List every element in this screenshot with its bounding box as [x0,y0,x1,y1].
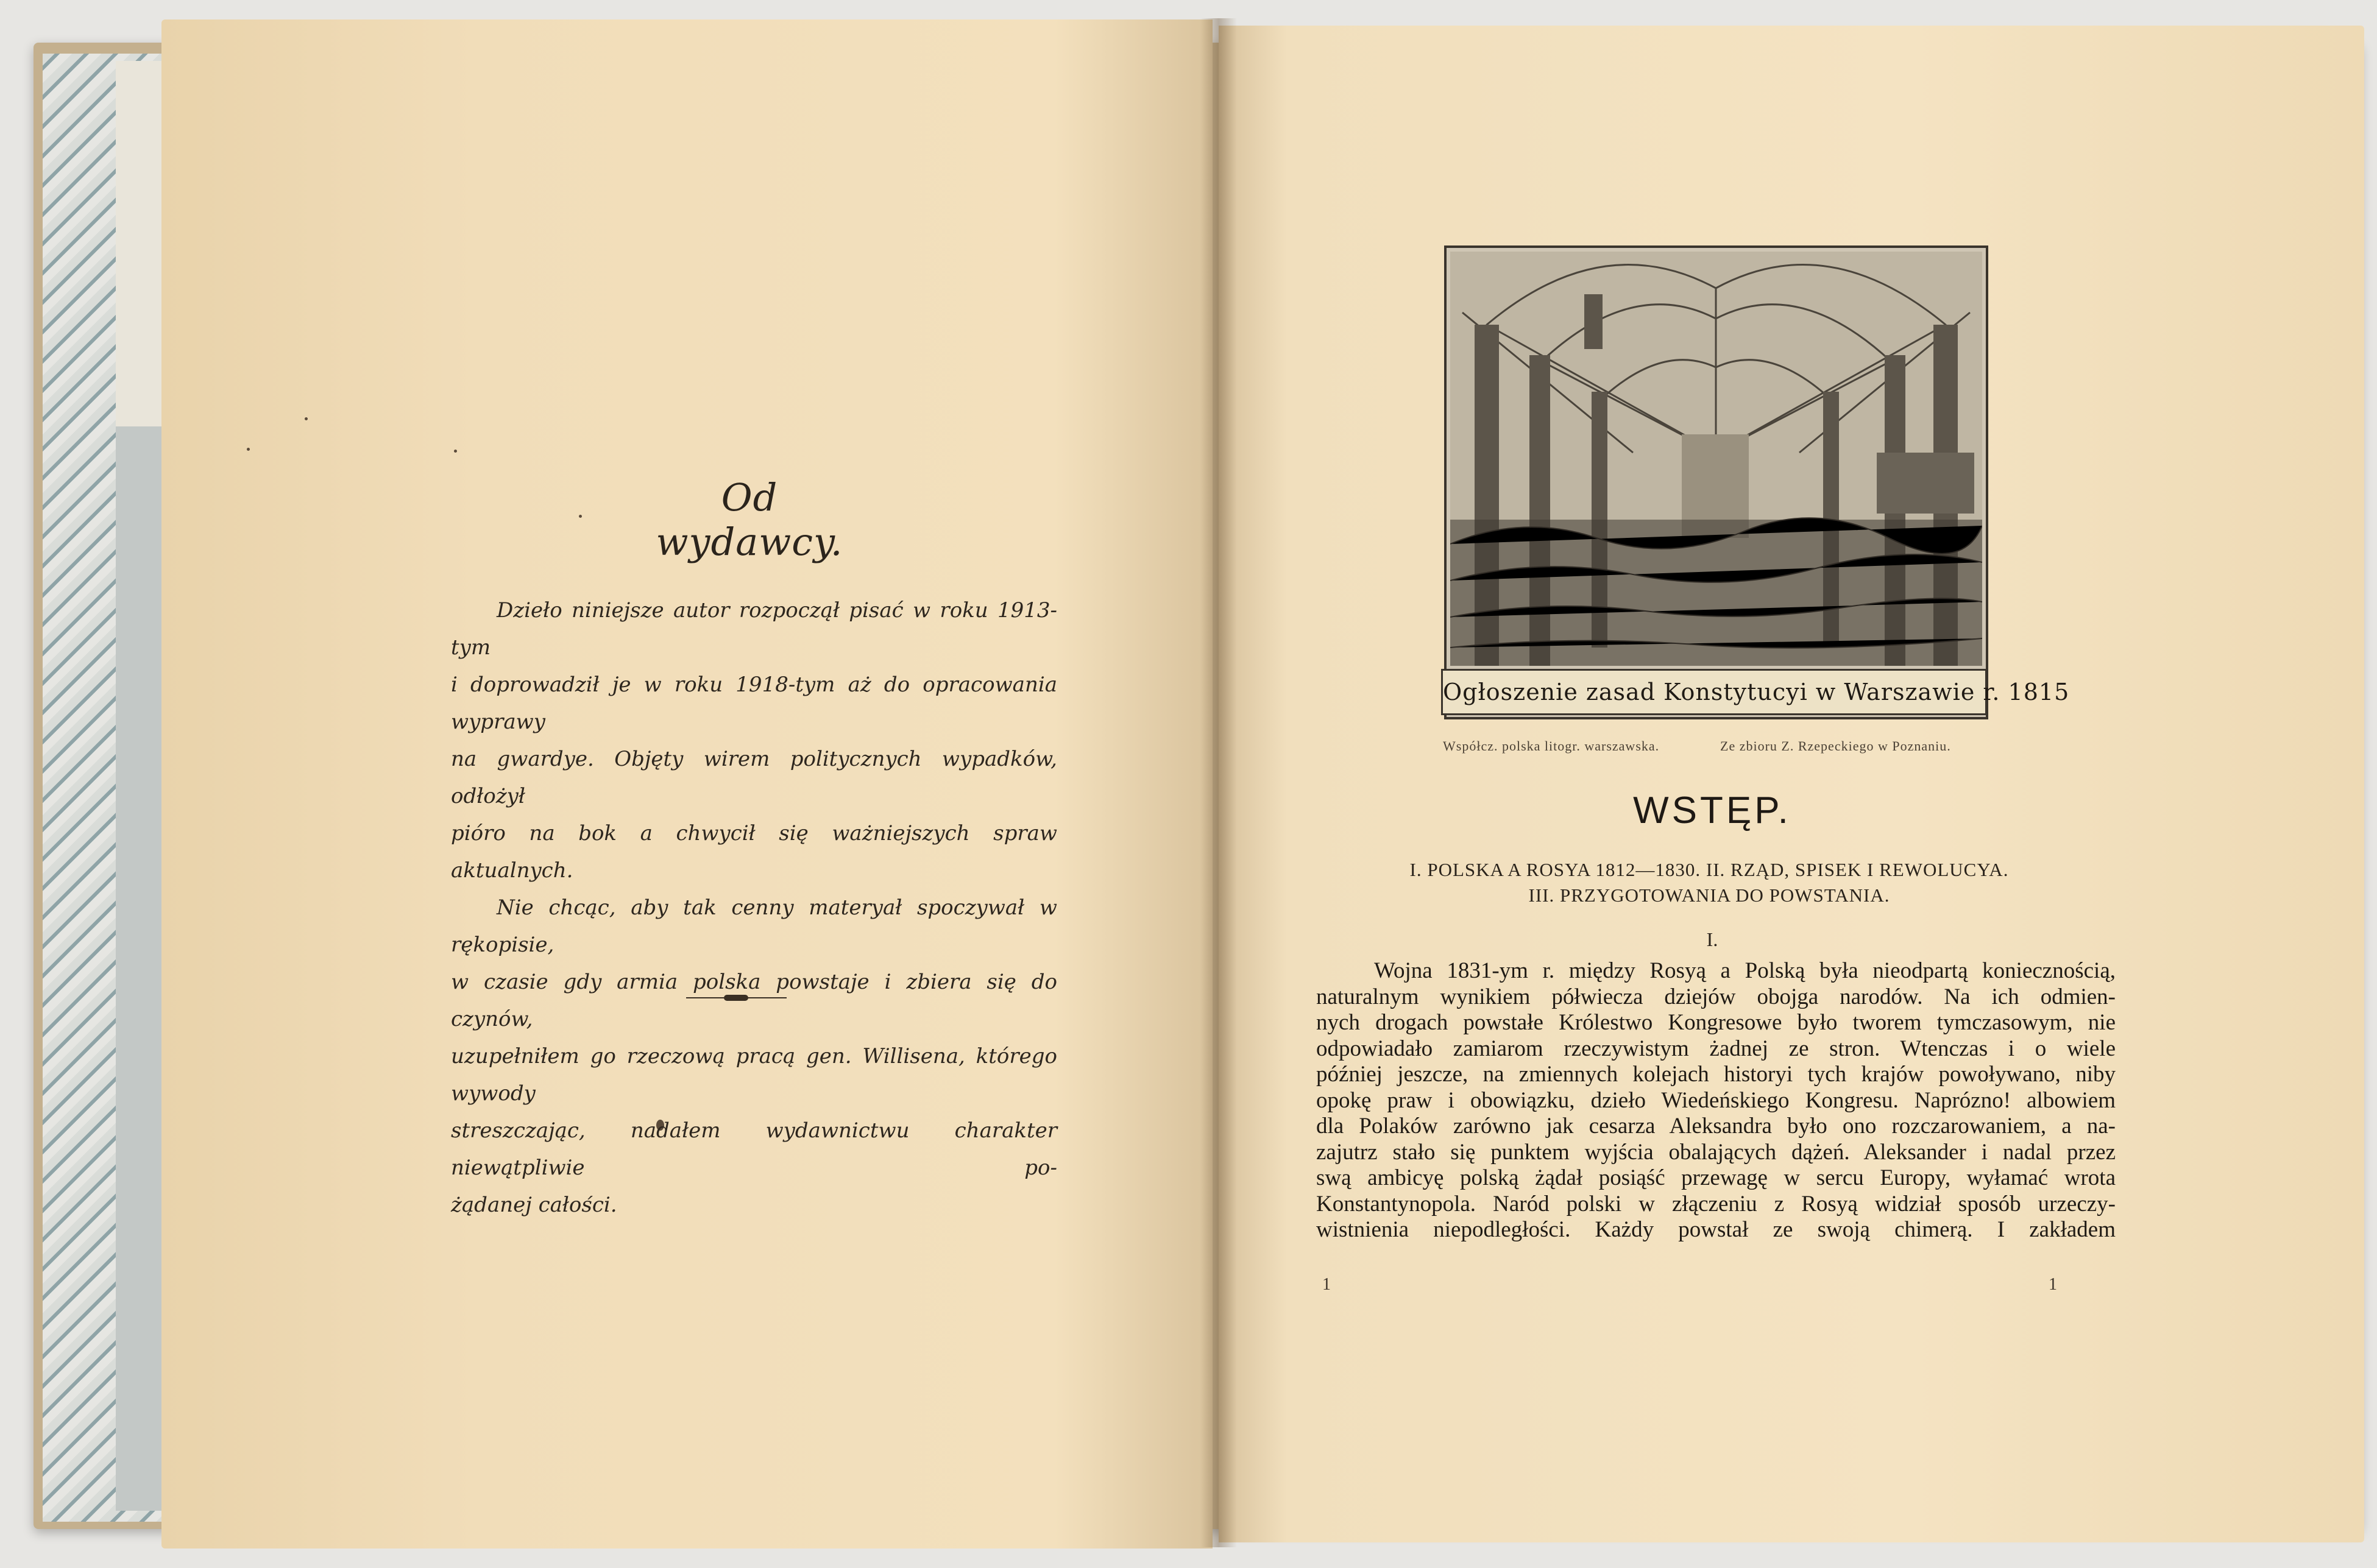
plate-credit-collection: Ze zbioru Z. Rzepeckiego w Poznaniu. [1720,738,1951,754]
signature-mark: 1 [1322,1275,1331,1294]
page-number: 1 [2049,1275,2057,1294]
paper-speck [247,448,250,451]
chapter-title: WSTĘP. [1633,789,1791,832]
paper-speck [579,515,582,518]
cathedral-illustration [1450,252,1982,666]
plate-caption: Ogłoszenie zasad Konstytucyi w Warszawie r. 1815 [1441,669,1987,715]
preface-line: Dzieło niniejsze autor rozpoczął pisać w roku 1913-tym [451,598,1057,660]
lithograph-plate [1444,245,1988,719]
body-line: naturalnym wynikiem półwiecza dziejów obojga narodów. Na ich odmien- [1316,984,2116,1009]
preface-line: pióro na bok a chwycił się ważniejszych spraw aktualnych. [451,821,1057,883]
body-line: Konstantynopola. Naród polski w złączeniu z Rosyą widział sposób urzeczy- [1316,1191,2116,1217]
body-line: swą ambicyę polską żądał posiąść przewagę w sercu Europy, wyłamać wrota [1316,1165,2116,1190]
preface-line: streszczając, nadałem wydawnictwu charakter niewątpliwie po- [451,1118,1057,1180]
chapter-contents-line: I. POLSKA A ROSYA 1812—1830. II. RZĄD, SPISEK I REWOLUCYA. [1409,859,2009,880]
body-line: Wojna 1831-ym r. między Rosyą a Polską była nieodpartą koniecznością, [1374,958,2116,983]
preface-line: na gwardye. Objęty wirem politycznych wypadków, odłożył [451,747,1057,808]
preface-heading: Od wydawcy. [656,475,843,564]
preface-line: żądanej całości. [451,1193,617,1217]
paper-speck [305,417,308,420]
body-line: zajutrz stało się punktem wyjścia obalających dążeń. Aleksander i nadal przez [1316,1139,2116,1165]
ornament-divider [686,995,787,1001]
paper-speck [454,450,457,453]
body-line: wistnienia niepodległości. Każdy powstał ze swoją chimerą. I zakładem [1316,1217,2116,1242]
preface-line: w czasie gdy armia polska powstaje i zbiera się do czynów, [451,970,1057,1031]
preface-line: Nie chcąc, aby tak cenny materyał spoczywał w rękopisie, [451,895,1057,957]
body-line: dla Polaków zarówno jak cesarza Aleksandra było ono rozczarowaniem, a na- [1316,1114,2116,1139]
book-gutter [1200,18,1237,1547]
plate-credit-source: Współcz. polska litogr. warszawska. [1443,738,1660,754]
body-line: opokę praw i obowiązku, dzieło Wiedeńskiego Kongresu. Naprózno! albowiem [1316,1087,2116,1113]
preface-line: i doprowadził je w roku 1918-tym aż do opracowania wyprawy [451,673,1057,734]
body-text [1316,958,2116,1243]
body-line: nych drogach powstałe Królestwo Kongresowe było tworem tymczasowym, nie [1316,1010,2116,1035]
preface-line: uzupełniłem go rzeczową pracą gen. Willisena, którego wywody [451,1044,1057,1106]
section-number: I. [1706,928,1718,950]
preface-text [451,592,1057,1224]
body-line: odpowiadało zamiarom rzeczywistym żadnej ze stron. Wtenczas i o wiele [1316,1036,2116,1061]
chapter-contents-line: III. PRZYGOTOWANIA DO POWSTANIA. [1528,885,1890,906]
body-line: później jeszcze, na zmiennych kolejach historyi tych krajów powoływano, niby [1316,1062,2116,1087]
